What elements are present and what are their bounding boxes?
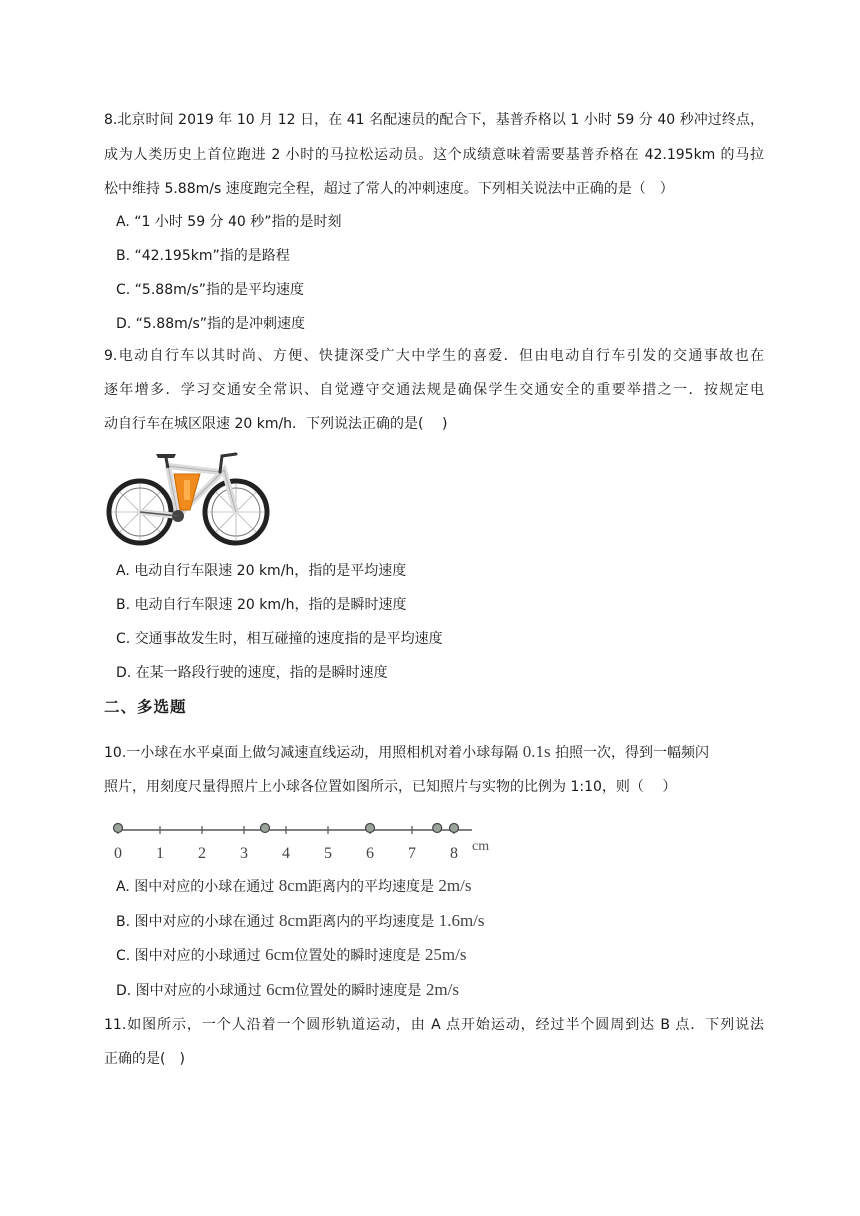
q10-option-a-mid: 距离内的平均速度是 <box>307 879 434 895</box>
q9-stem-line-2: 逐年增多．学习交通安全常识、自觉遵守交通法规是确保学生交通安全的重要举措之一．按规定电 <box>104 382 764 398</box>
q10-option-a-speed: 2m/s <box>438 876 472 895</box>
q10-stem-part1: 10.一小球在水平桌面上做匀减速直线运动，用照相机对着小球每隔 <box>104 745 519 761</box>
q10-option-a-distance: 8cm <box>278 876 308 895</box>
ruler-unit-label: cm <box>472 839 490 854</box>
ruler-tick-label: 6 <box>366 845 374 862</box>
q10-option-c-mid: 位置处的瞬时速度是 <box>294 948 421 964</box>
ruler-tick-label: 2 <box>198 845 206 862</box>
q10-option-b-text: B. 图中对应的小球在通过 <box>116 914 275 930</box>
q10-option-b-mid: 距离内的平均速度是 <box>308 914 435 930</box>
ruler-tick-label: 8 <box>450 845 458 862</box>
ruler-tick-label: 0 <box>114 845 122 862</box>
q9-stem-line-1: 9.电动自行车以其时尚、方便、快捷深受广大中学生的喜爱．但由电动自行车引发的交通事故也在 <box>104 348 764 364</box>
q9-option-a[interactable]: A. 电动自行车限速 20 km/h，指的是平均速度 <box>116 563 407 579</box>
ruler-ball <box>433 824 442 833</box>
q8-stem-line-2: 成为人类历史上首位跑进 2 小时的马拉松运动员。这个成绩意味着需要基普乔格在 42.195km 的马拉 <box>104 147 764 163</box>
q9-option-d[interactable]: D. 在某一路段行驶的速度，指的是瞬时速度 <box>116 665 388 681</box>
q10-option-d-mid: 位置处的瞬时速度是 <box>295 983 422 999</box>
q10-interval-value: 0.1s <box>522 742 551 761</box>
q10-option-c-speed: 25m/s <box>424 945 467 964</box>
q8-option-b[interactable]: B. “42.195km”指的是路程 <box>116 248 290 264</box>
ruler-tick-label: 3 <box>240 845 248 862</box>
ruler-ball <box>261 824 270 833</box>
q10-option-d-speed: 2m/s <box>425 980 459 999</box>
q10-option-c[interactable] <box>116 945 466 966</box>
q8-stem-line-1: 8.北京时间 2019 年 10 月 12 日，在 41 名配速员的配合下，基普乔格以 1 小时 59 分 40 秒冲过终点， <box>104 112 764 128</box>
ruler-tick-label: 4 <box>282 845 290 862</box>
q8-option-d[interactable]: D. “5.88m/s”指的是冲刺速度 <box>116 316 306 332</box>
q9-option-c[interactable]: C. 交通事故发生时，相互碰撞的速度指的是平均速度 <box>116 631 443 647</box>
q10-option-d[interactable] <box>116 980 459 1001</box>
ruler-figure <box>104 818 504 864</box>
q8-option-a[interactable]: A. “1 小时 59 分 40 秒”指的是时刻 <box>116 214 342 230</box>
q10-option-a-text: A. 图中对应的小球在通过 <box>116 879 275 895</box>
q9-option-b[interactable]: B. 电动自行车限速 20 km/h，指的是瞬时速度 <box>116 597 407 613</box>
ruler-ball <box>450 824 459 833</box>
q11-stem-line-1: 11.如图所示，一个人沿着一个圆形轨道运动，由 A 点开始运动，经过半个圆周到达 B 点．下列说法 <box>104 1017 764 1033</box>
ruler-ball <box>114 824 123 833</box>
q8-option-c[interactable]: C. “5.88m/s”指的是平均速度 <box>116 282 305 298</box>
q10-option-d-text: D. 图中对应的小球通过 <box>116 983 262 999</box>
electric-bicycle-image <box>104 444 274 550</box>
section-title: 二、多选题 <box>104 698 187 716</box>
ruler-ball <box>366 824 375 833</box>
q8-stem-line-3: 松中维持 5.88m/s 速度跑完全程，超过了常人的冲刺速度。下列相关说法中正确的是（ ） <box>104 181 674 197</box>
q9-stem-line-3: 动自行车在城区限速 20 km/h．下列说法正确的是( ) <box>104 416 448 432</box>
q10-stem-line-1 <box>104 742 709 763</box>
q10-stem-line-2: 照片，用刻度尺量得照片上小球各位置如图所示，已知照片与实物的比例为 1:10，则（ ） <box>104 779 677 795</box>
q10-option-b-distance: 8cm <box>278 911 309 930</box>
q11-stem-line-2: 正确的是( ) <box>104 1051 185 1067</box>
q10-option-b[interactable] <box>116 911 485 932</box>
q10-option-c-text: C. 图中对应的小球通过 <box>116 948 261 964</box>
q10-option-d-position: 6cm <box>266 980 296 999</box>
ruler-tick-label: 5 <box>324 845 332 862</box>
q10-option-a[interactable] <box>116 876 471 897</box>
q10-stem-part2: 拍照一次，得到一幅频闪 <box>555 745 710 761</box>
ruler-tick-label: 1 <box>156 845 164 862</box>
q10-option-c-position: 6cm <box>265 945 295 964</box>
ruler-tick-label: 7 <box>408 845 416 862</box>
q10-option-b-speed: 1.6m/s <box>438 911 485 930</box>
